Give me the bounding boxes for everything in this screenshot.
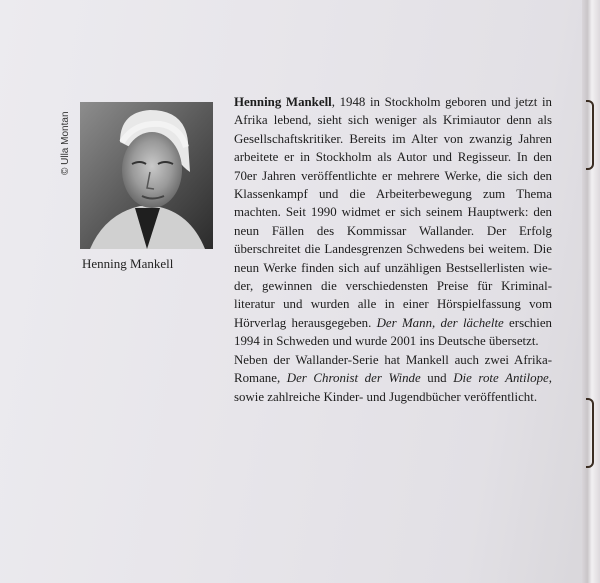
bio-paragraph-1 [234, 93, 552, 351]
bio-text: und [420, 371, 454, 386]
bio-text: erschien 1994 in Schweden und wurde 2001 ins Deutsche übersetzt. [234, 315, 553, 349]
author-photo [80, 102, 213, 249]
bio-paragraph-2 [234, 351, 552, 406]
booklet-gutter [582, 0, 600, 583]
book-title: Der Chronist der Winde [286, 371, 421, 386]
author-biography [234, 93, 552, 406]
bio-text: , sowie zahlreiche Kinder- und Jugendbücher veröffentlicht. [234, 371, 552, 404]
author-portrait [80, 102, 213, 249]
author-name: Henning Mankell [234, 95, 332, 109]
bio-text: , 1948 in Stockholm geboren und jetzt in Afrika lebend, sieht sich weniger als Krimiautor denn als Gesellschaftskritiker. Bereits im Alter von zwanzig Jahren arbeitete er in Stockholm als Autor und Regisseur. In den 70er Jahren veröffentlichte er mehrere Werke, die sich den Klassenkampf und die Arbeiterbewegung zum Thema machten. Seit 1990 widmet er sich seinem Hauptwerk: den neun Fällen des Kommissar Wallander. Der Erfolg überschreitet die Landesgrenzen Schwedens bei weitem. Die neun Werke finden sich auf unzähligen Bestsellerlisten wieder, gewinnen die verschiedensten Preise für Kriminalliteratur und wurden alle in einer Hörspielfassung vom Hörverlag herausgegeben. [234, 95, 552, 330]
book-title: Der Mann, der lächelte [376, 315, 504, 330]
staple [586, 100, 594, 170]
staple [586, 398, 594, 468]
photo-caption: Henning Mankell [82, 256, 174, 271]
book-title: Die rote Antilope [453, 371, 549, 386]
bio-text: Neben der Wallander-Serie hat Mankell auch zwei Afrika-Romane, [234, 352, 552, 386]
photo-credit: © Ulla Montan [60, 111, 71, 175]
